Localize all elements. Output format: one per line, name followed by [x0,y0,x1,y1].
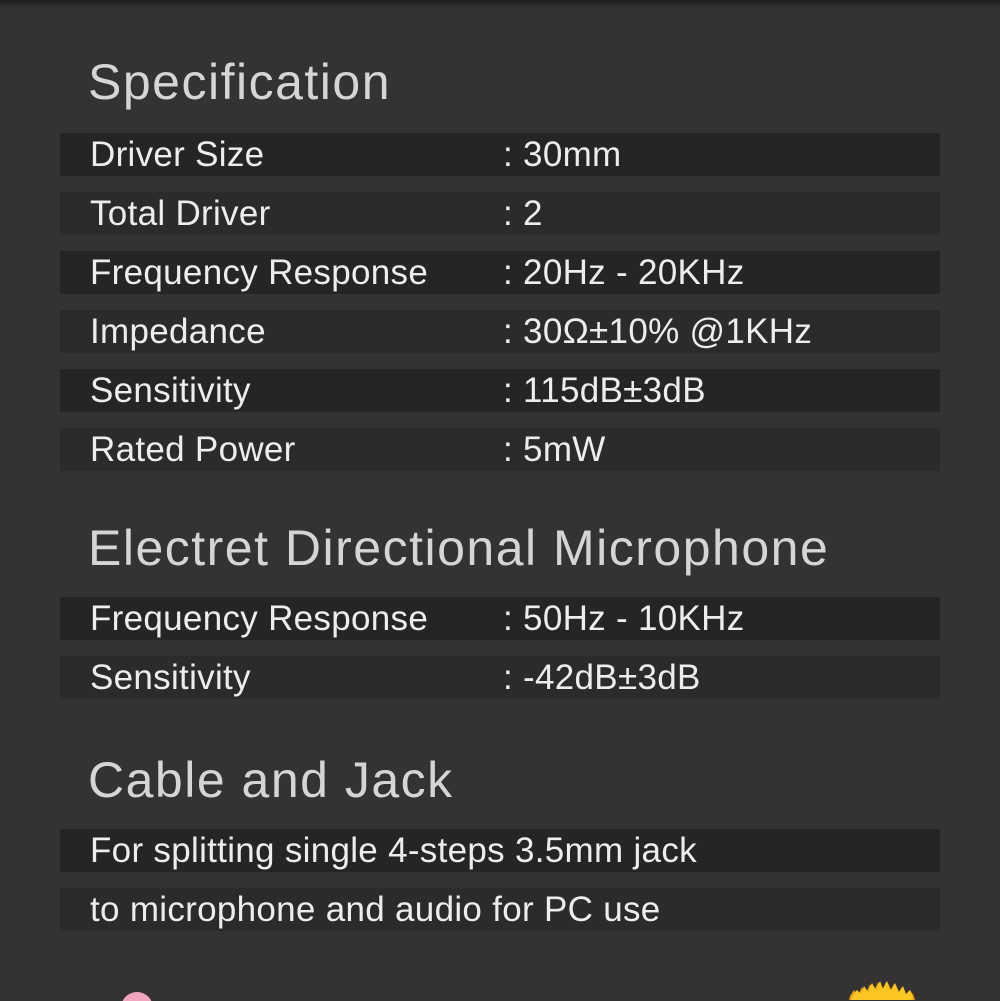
row-label: Impedance [90,312,266,351]
row-label: Sensitivity [90,371,251,410]
row-value: : -42dB±3dB [503,658,701,697]
description-line [60,888,940,931]
table-row [60,133,940,176]
row-label: Sensitivity [90,658,251,697]
table-row [60,251,940,294]
row-label: Driver Size [90,135,265,174]
row-value: : 115dB±3dB [503,371,706,410]
table-row [60,310,940,353]
table-row [60,428,940,471]
row-value: : 50Hz - 10KHz [503,599,745,638]
cable-description [60,829,940,947]
description-line [60,829,940,872]
specification-table [60,133,940,487]
yellow-sun-decoration-icon [849,977,915,1000]
cable-section-title: Cable and Jack [88,752,454,808]
row-label: Frequency Response [90,253,429,292]
line-text: to microphone and audio for PC use [90,890,661,929]
row-value: : 2 [503,194,543,233]
top-edge-shadow [0,0,1000,8]
line-text: For splitting single 4-steps 3.5mm jack [90,831,697,870]
row-value: : 5mW [503,430,606,469]
microphone-section-title: Electret Directional Microphone [88,520,830,576]
table-row [60,656,940,699]
row-value: : 30mm [503,135,622,174]
table-row [60,369,940,412]
microphone-table [60,597,940,715]
specification-section-title: Specification [88,54,391,110]
table-row [60,192,940,235]
row-label: Frequency Response [90,599,429,638]
row-value: : 30Ω±10% @1KHz [503,312,813,351]
row-value: : 20Hz - 20KHz [503,253,745,292]
row-label: Total Driver [90,194,271,233]
table-row [60,597,940,640]
row-label: Rated Power [90,430,296,469]
